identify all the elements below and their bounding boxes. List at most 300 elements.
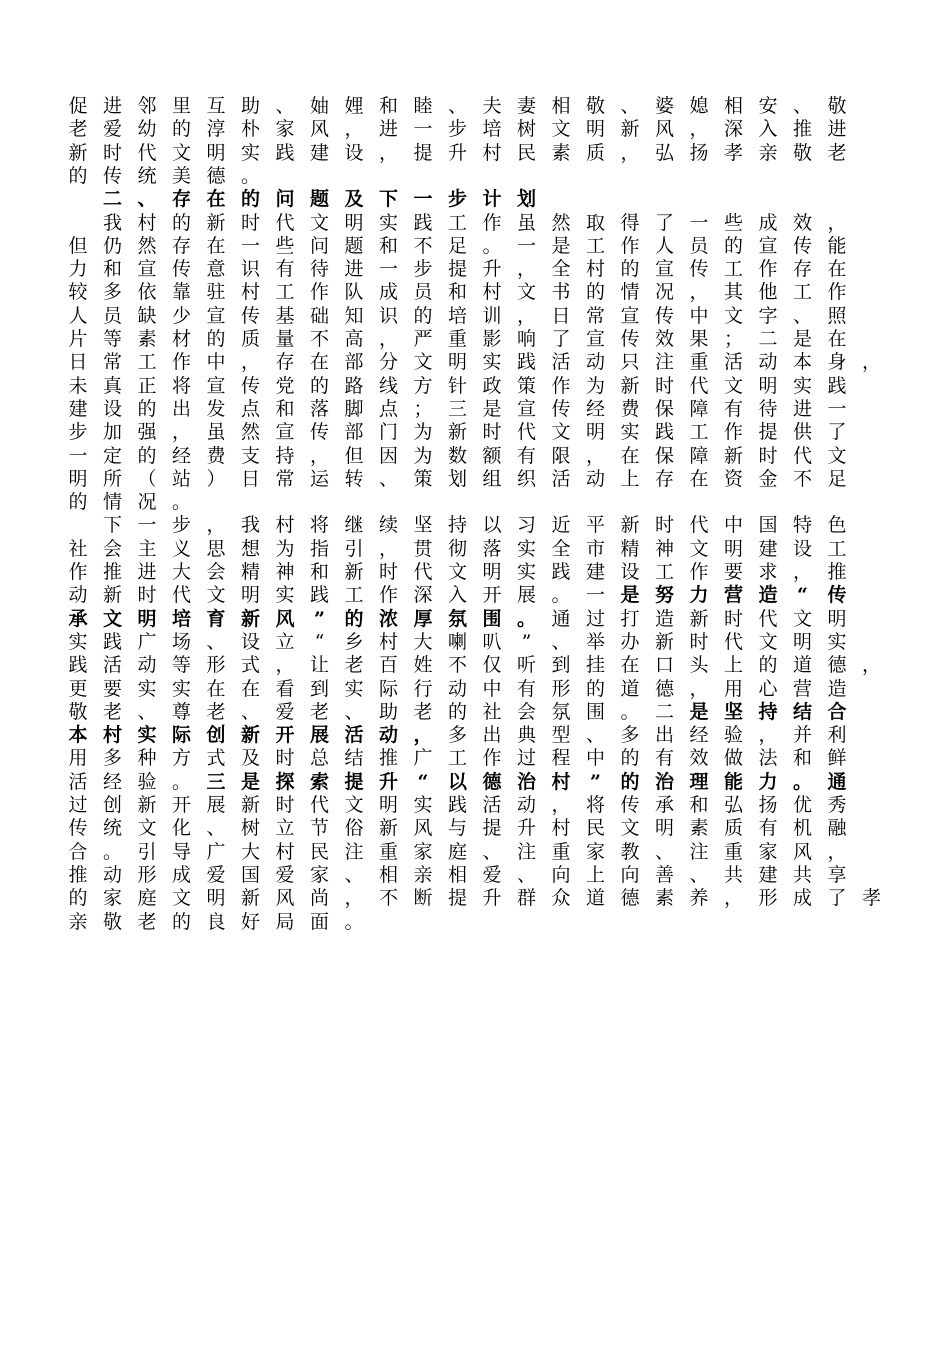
- text-char: 精: [240, 561, 260, 583]
- text-char: 百: [378, 654, 398, 677]
- text-char: ，: [861, 351, 881, 374]
- text-char: 的: [344, 607, 364, 630]
- text-char: 老: [68, 118, 88, 141]
- text-char: 传: [171, 258, 191, 281]
- text-char: 助: [378, 700, 398, 723]
- text-char: 婆: [654, 95, 674, 117]
- text-char: 要: [102, 677, 122, 700]
- text-char: 不: [792, 467, 812, 490]
- text-char: “: [314, 630, 325, 653]
- text-char: 实: [68, 630, 88, 653]
- text-char: 形: [206, 654, 226, 677]
- text-char: ，: [378, 141, 398, 164]
- text-char: 实: [482, 351, 502, 374]
- text-char: 助: [240, 95, 260, 117]
- text-char: 培: [171, 607, 191, 630]
- text-char: ”: [521, 630, 532, 653]
- text-char: 传: [240, 304, 260, 327]
- text-char: 质: [585, 141, 605, 164]
- text-char: 村: [137, 211, 157, 234]
- text-char: 、: [206, 817, 226, 840]
- text-char: 和: [102, 258, 122, 281]
- text-char: 家: [309, 863, 329, 886]
- text-char: 代: [137, 141, 157, 164]
- text-char: 并: [792, 724, 812, 747]
- text-char: ，: [171, 421, 191, 444]
- text-char: 续: [378, 514, 398, 537]
- text-char: 共: [792, 863, 812, 886]
- text-char: 队: [344, 281, 364, 304]
- text-line: [0, 117, 950, 141]
- text-char: 素: [551, 141, 571, 164]
- text-char: 的: [620, 258, 640, 281]
- text-char: 代: [723, 630, 743, 653]
- text-char: 践: [447, 794, 467, 816]
- text-char: 存: [275, 351, 295, 374]
- text-char: 保: [654, 444, 674, 467]
- text-char: 求: [758, 561, 778, 583]
- text-char: 、: [447, 95, 467, 117]
- text-char: 照: [827, 304, 847, 327]
- text-char: 培: [447, 304, 467, 327]
- text-char: 的: [171, 118, 191, 141]
- text-line: [0, 630, 950, 654]
- text-char: 媳: [689, 95, 709, 117]
- text-char: 文: [620, 817, 640, 840]
- text-char: 一: [827, 397, 847, 420]
- text-char: 、: [240, 700, 260, 723]
- text-char: 出: [482, 724, 502, 747]
- text-char: 、: [792, 95, 812, 117]
- text-char: 想: [240, 537, 260, 560]
- text-char: 实: [275, 584, 295, 607]
- text-char: 础: [309, 304, 329, 327]
- text-char: 进: [137, 561, 157, 583]
- text-char: 。: [171, 491, 191, 514]
- text-char: 常: [585, 304, 605, 327]
- text-char: 时: [482, 421, 502, 444]
- text-char: 的: [206, 328, 226, 350]
- text-char: 传: [551, 397, 571, 420]
- text-char: 题: [344, 234, 364, 257]
- text-char: 员: [102, 304, 122, 327]
- text-char: 神: [654, 537, 674, 560]
- text-char: 大: [413, 630, 433, 653]
- text-char: 响: [516, 328, 536, 350]
- text-char: 指: [309, 537, 329, 560]
- text-char: 的: [240, 188, 260, 211]
- text-char: 面: [309, 910, 329, 933]
- text-char: 建: [758, 863, 778, 886]
- text-char: 法: [758, 747, 778, 770]
- text-char: 更: [68, 677, 88, 700]
- text-char: 的: [68, 164, 88, 187]
- text-char: 大: [171, 561, 191, 583]
- text-char: 时: [137, 584, 157, 607]
- text-char: ，: [861, 654, 881, 677]
- text-char: 方: [171, 747, 191, 770]
- text-char: 支: [240, 444, 260, 467]
- text-char: 民: [309, 840, 329, 863]
- text-char: 发: [206, 397, 226, 420]
- text-char: 升: [447, 141, 467, 164]
- text-char: 在: [309, 351, 329, 374]
- text-char: 的: [620, 747, 640, 770]
- text-char: 鲜: [827, 747, 847, 770]
- text-char: 能: [827, 234, 847, 257]
- text-char: 承: [68, 607, 88, 630]
- text-char: 经: [585, 397, 605, 420]
- text-char: 治: [654, 770, 674, 793]
- text-char: 但: [344, 444, 364, 467]
- text-char: ，: [551, 794, 571, 816]
- text-char: 了: [827, 421, 847, 444]
- text-char: 、: [275, 95, 295, 117]
- text-char: 依: [137, 281, 157, 304]
- text-char: 一: [585, 584, 605, 607]
- text-char: 叭: [482, 630, 502, 653]
- text-char: 文: [344, 794, 364, 816]
- text-char: 开: [171, 794, 191, 816]
- text-char: 在: [206, 677, 226, 700]
- text-char: 中: [206, 351, 226, 374]
- text-char: 相: [551, 95, 571, 117]
- text-char: 树: [240, 817, 260, 840]
- text-char: 新: [654, 630, 674, 653]
- text-char: 典: [516, 724, 536, 747]
- text-char: 营: [723, 584, 743, 607]
- text-char: 睦: [413, 95, 433, 117]
- text-char: 况: [654, 281, 674, 304]
- text-char: 、: [585, 724, 605, 747]
- text-char: 待: [309, 258, 329, 281]
- text-char: 心: [758, 677, 778, 700]
- text-char: 。: [516, 607, 536, 630]
- text-char: 动: [585, 467, 605, 490]
- text-char: 建: [585, 561, 605, 583]
- text-char: 夫: [482, 95, 502, 117]
- text-char: 入: [758, 118, 778, 141]
- text-char: 展: [516, 584, 536, 607]
- text-char: 活: [482, 794, 502, 816]
- text-char: 立: [275, 817, 295, 840]
- text-char: 促: [68, 95, 88, 117]
- text-char: 工: [723, 258, 743, 281]
- text-char: 作: [309, 281, 329, 304]
- text-char: 贯: [413, 537, 433, 560]
- text-char: 和: [378, 95, 398, 117]
- text-char: 育: [206, 607, 226, 630]
- text-char: 新: [344, 561, 364, 583]
- text-char: 真: [102, 374, 122, 397]
- text-char: 然: [551, 211, 571, 234]
- text-char: ，: [344, 887, 364, 910]
- text-char: 提: [447, 887, 467, 910]
- text-char: 营: [792, 677, 812, 700]
- text-char: 活: [723, 351, 743, 374]
- text-line: [0, 374, 950, 398]
- text-char: 计: [482, 188, 502, 211]
- text-char: ，: [378, 328, 398, 350]
- text-char: 代: [758, 607, 778, 630]
- text-char: 践: [551, 561, 571, 583]
- text-char: 动: [137, 654, 157, 677]
- text-char: 脚: [344, 397, 364, 420]
- text-char: 作: [68, 561, 88, 583]
- text-char: 节: [309, 817, 329, 840]
- text-char: 敬: [102, 910, 122, 933]
- text-char: 步: [68, 421, 88, 444]
- text-char: 大: [240, 840, 260, 863]
- text-char: 道: [585, 887, 605, 910]
- text-char: 传: [689, 258, 709, 281]
- text-char: 德: [620, 887, 640, 910]
- text-char: 政: [482, 374, 502, 397]
- text-char: 一: [413, 118, 433, 141]
- text-char: 的: [137, 397, 157, 420]
- text-char: 国: [758, 514, 778, 537]
- text-char: 分: [378, 351, 398, 374]
- text-char: 验: [137, 770, 157, 793]
- text-char: 驻: [206, 281, 226, 304]
- text-char: 的: [309, 374, 329, 397]
- text-char: 市: [585, 537, 605, 560]
- text-char: 织: [516, 467, 536, 490]
- text-char: 升: [378, 770, 398, 793]
- text-char: 代: [689, 514, 709, 537]
- text-char: 二: [102, 188, 122, 211]
- text-char: ，: [689, 118, 709, 141]
- text-char: 日: [551, 304, 571, 327]
- text-char: 方: [413, 374, 433, 397]
- text-char: 注: [689, 840, 709, 863]
- text-char: 村: [551, 770, 571, 793]
- text-char: 幼: [137, 118, 157, 141]
- text-char: 宣: [137, 258, 157, 281]
- text-char: 有: [654, 747, 674, 770]
- text-char: 取: [585, 211, 605, 234]
- text-char: 仅: [482, 654, 502, 677]
- text-char: 影: [482, 328, 502, 350]
- text-char: 口: [654, 654, 674, 677]
- text-char: 的: [758, 654, 778, 677]
- text-line: [0, 327, 950, 351]
- text-char: 是: [620, 584, 640, 607]
- text-line: [0, 513, 950, 537]
- text-char: 明: [137, 607, 157, 630]
- text-char: 道: [792, 654, 812, 677]
- text-char: 出: [654, 724, 674, 747]
- text-char: 步: [171, 514, 191, 537]
- text-char: “: [417, 770, 429, 793]
- text-char: 虽: [206, 421, 226, 444]
- text-char: 德: [654, 677, 674, 700]
- text-char: 作: [758, 258, 778, 281]
- text-char: 强: [137, 421, 157, 444]
- text-char: 存: [654, 467, 674, 490]
- text-char: 文: [516, 281, 536, 304]
- text-char: 中: [689, 304, 709, 327]
- text-char: 进: [102, 95, 122, 117]
- text-char: 良: [206, 910, 226, 933]
- text-char: 了: [551, 328, 571, 350]
- text-char: 较: [68, 281, 88, 304]
- text-char: 文: [758, 630, 778, 653]
- text-char: 。: [620, 700, 640, 723]
- text-char: 的: [723, 234, 743, 257]
- text-char: 通: [827, 770, 847, 793]
- text-char: 重: [551, 840, 571, 863]
- text-char: 工: [275, 281, 295, 304]
- text-char: 人: [68, 304, 88, 327]
- text-char: 明: [68, 467, 88, 490]
- text-char: 、: [206, 630, 226, 653]
- text-char: 造: [758, 584, 778, 607]
- text-char: 新: [206, 211, 226, 234]
- text-char: 党: [275, 374, 295, 397]
- text-char: 成: [792, 887, 812, 910]
- text-char: 一: [68, 444, 88, 467]
- text-char: 验: [723, 724, 743, 747]
- text-char: 为: [413, 444, 433, 467]
- text-char: 经: [689, 724, 709, 747]
- text-char: 仍: [102, 234, 122, 257]
- text-line: [0, 910, 950, 934]
- text-char: 代: [413, 561, 433, 583]
- text-char: 动: [447, 677, 467, 700]
- text-char: 文: [137, 817, 157, 840]
- text-char: 的: [68, 887, 88, 910]
- text-char: 动: [378, 724, 398, 747]
- text-char: 化: [171, 817, 191, 840]
- text-char: ，: [206, 514, 226, 537]
- text-char: ，: [413, 724, 433, 747]
- text-char: 组: [482, 467, 502, 490]
- text-char: 深: [413, 584, 433, 607]
- text-char: 。: [792, 770, 812, 793]
- text-char: 宣: [620, 304, 640, 327]
- text-char: 中: [585, 747, 605, 770]
- text-char: 办: [620, 630, 640, 653]
- text-char: 的: [171, 910, 191, 933]
- text-char: 设: [792, 537, 812, 560]
- text-char: 设: [240, 630, 260, 653]
- text-char: 靠: [171, 281, 191, 304]
- text-char: ，: [378, 537, 398, 560]
- text-char: 推: [827, 561, 847, 583]
- text-char: 文: [689, 537, 709, 560]
- text-char: 传: [309, 421, 329, 444]
- text-char: 行: [413, 677, 433, 700]
- text-char: 用: [68, 747, 88, 770]
- text-char: 亲: [413, 863, 433, 886]
- text-char: 的: [137, 444, 157, 467]
- text-char: 时: [689, 630, 709, 653]
- text-char: 作: [482, 211, 502, 234]
- text-char: 践: [413, 211, 433, 234]
- text-char: 是: [689, 700, 709, 723]
- text-char: 际: [171, 724, 191, 747]
- text-char: 点: [378, 397, 398, 420]
- text-char: 德: [206, 164, 226, 187]
- text-char: 限: [551, 444, 571, 467]
- text-char: 文: [309, 211, 329, 234]
- text-char: 用: [723, 677, 743, 700]
- text-char: 多: [102, 747, 122, 770]
- text-char: 果: [689, 328, 709, 350]
- text-char: 风: [654, 118, 674, 141]
- text-char: 场: [171, 630, 191, 653]
- text-char: 推: [102, 561, 122, 583]
- text-char: 成: [378, 281, 398, 304]
- text-char: 升: [516, 817, 536, 840]
- text-char: 引: [344, 537, 364, 560]
- text-line: [0, 607, 950, 631]
- text-char: 弘: [654, 141, 674, 164]
- text-char: 践: [102, 630, 122, 653]
- text-char: 实: [516, 537, 536, 560]
- text-char: 文: [206, 584, 226, 607]
- text-char: 步: [447, 118, 467, 141]
- text-char: 时: [654, 514, 674, 537]
- text-char: 和: [792, 747, 812, 770]
- text-char: 敬: [68, 700, 88, 723]
- text-char: 、: [551, 630, 571, 653]
- text-char: 代: [275, 211, 295, 234]
- text-char: 围: [482, 607, 502, 630]
- text-char: 时: [240, 211, 260, 234]
- text-char: 俗: [344, 817, 364, 840]
- text-char: 新: [137, 794, 157, 816]
- text-char: 工: [137, 351, 157, 374]
- text-char: 时: [758, 444, 778, 467]
- text-char: 提: [447, 258, 467, 281]
- text-line: [0, 677, 950, 701]
- text-char: 向: [620, 863, 640, 886]
- text-char: 。: [344, 910, 364, 933]
- text-char: 建: [68, 397, 88, 420]
- text-char: 文: [723, 304, 743, 327]
- text-char: 国: [240, 863, 260, 886]
- text-char: 未: [68, 374, 88, 397]
- text-char: 经: [171, 444, 191, 467]
- text-char: 代: [689, 374, 709, 397]
- text-char: 明: [447, 351, 467, 374]
- text-char: 动: [68, 584, 88, 607]
- text-char: 习: [516, 514, 536, 537]
- text-char: 存: [171, 234, 191, 257]
- text-char: 、: [792, 304, 812, 327]
- text-char: 工: [447, 211, 467, 234]
- text-char: 推: [68, 863, 88, 886]
- text-char: 村: [482, 281, 502, 304]
- text-char: 、: [344, 700, 364, 723]
- text-char: 严: [413, 328, 433, 350]
- text-line: [0, 234, 950, 258]
- text-char: 时: [654, 374, 674, 397]
- text-char: 金: [758, 467, 778, 490]
- text-char: 二: [654, 700, 674, 723]
- text-char: 供: [792, 421, 812, 444]
- text-char: 敬: [585, 95, 605, 117]
- text-char: 到: [551, 654, 571, 677]
- text-char: 上: [585, 863, 605, 886]
- text-char: 的: [413, 304, 433, 327]
- text-char: 策: [413, 467, 433, 490]
- text-char: 作: [378, 584, 398, 607]
- text-char: 步: [413, 258, 433, 281]
- text-char: 素: [137, 328, 157, 350]
